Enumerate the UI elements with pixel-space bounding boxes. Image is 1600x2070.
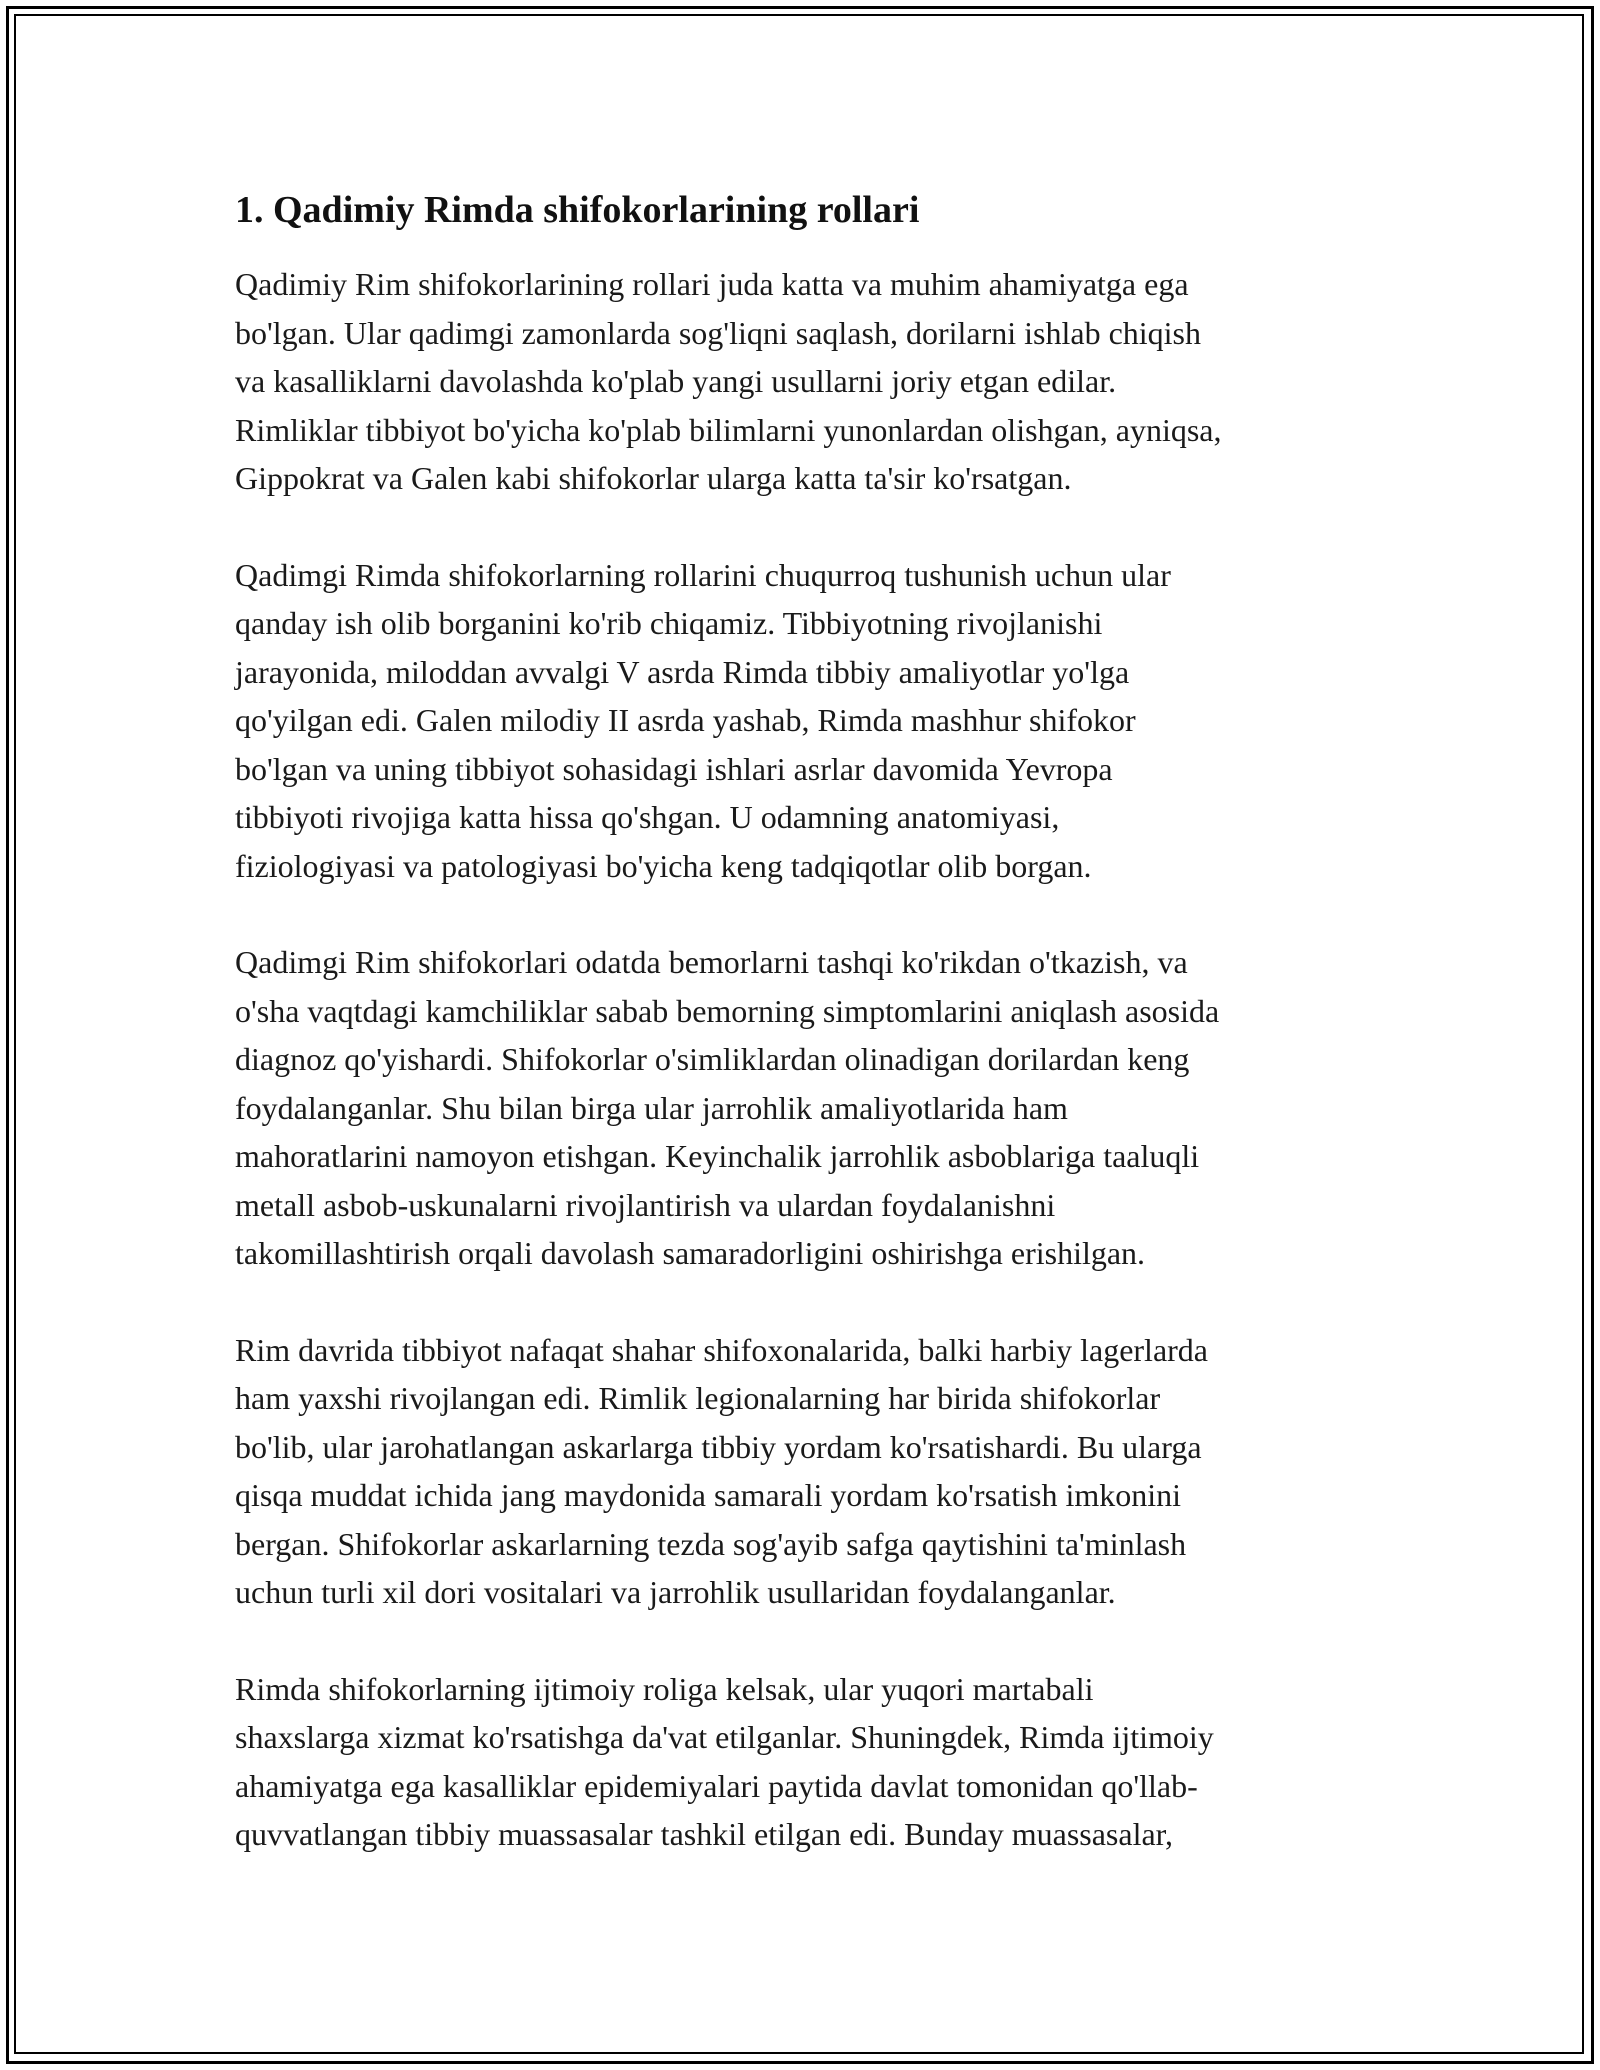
paragraph-1: Qadimiy Rim shifokorlarining rollari juda katta va muhim ahamiyatga ega bo'lgan. Ular qadimgi zamonlarda sog'liqni saqlash, dorilarni ishlab chiqish va kasalliklarni davolashda ko'plab yangi usullarni joriy etgan edilar. Rimliklar tibbiyot bo'yicha ko'plab bilimlarni yunonlardan olishgan, ayniqsa, Gippokrat va Galen kabi shifokorlar ularga katta ta'sir ko'rsatgan. <box>235 266 1222 496</box>
paragraph-5: Rimda shifokorlarning ijtimoiy roliga kelsak, ular yuqori martabali shaxslarga xizmat ko'rsatishga da'vat etilganlar. Shuningdek, Rimda ijtimoiy ahamiyatga ega kasalliklar epidemiyalari paytida davlat tomonidan qo'llab- quvvatlangan tibbiy muassasalar tashkil etilgan edi. Bunday muassasalar, <box>235 1670 1214 1852</box>
paragraph-2: Qadimgi Rimda shifokorlarning rollarini chuqurroq tushunish uchun ular qanday ish olib borganini ko'rib chiqamiz. Tibbiyotning rivojlanishi jarayonida, miloddan avvalgi V asrda Rimda tibbiy amaliyotlar yo'lga qo'yilgan edi. Galen milodiy II asrda yashab, Rimda mashhur shifokor bo'lgan va uning tibbiyot sohasidagi ishlari asrlar davomida Yevropa tibbiyoti rivojiga katta hissa qo'shgan. U odamning anatomiyasi, fiziologiyasi va patologiyasi bo'yicha keng tadqiqotlar olib borgan. <box>235 556 1171 884</box>
paragraph-4: Rim davrida tibbiyot nafaqat shahar shifoxonalarida, balki harbiy lagerlarda ham yaxshi rivojlangan edi. Rimlik legionalarning har birida shifokorlar bo'lib, ular jarohatlangan askarlarga tibbiy yordam ko'rsatishardi. Bu ularga qisqa muddat ichida jang maydonida samarali yordam ko'rsatish imkonini bergan. Shifokorlar askarlarning tezda sog'ayib safga qaytishini ta'minlash uchun turli xil dori vositalari va jarrohlik usullaridan foydalanganlar. <box>235 1331 1208 1610</box>
paragraph-3: Qadimgi Rim shifokorlari odatda bemorlarni tashqi ko'rikdan o'tkazish, va o'sha vaqtdagi kamchiliklar sabab bemorning simptomlarini aniqlash asosida diagnoz qo'yishardi. Shifokorlar o'simliklardan olinadigan dorilardan keng foydalanganlar. Shu bilan birga ular jarrohlik amaliyotlarida ham mahoratlarini namoyon etishgan. Keyinchalik jarrohlik asboblariga taaluqli metall asbob-uskunalarni rivojlantirish va ulardan foydalanishni takomillashtirish orqali davolash samaradorligini oshirishga erishilgan. <box>235 944 1220 1271</box>
document-body <box>235 186 1375 1907</box>
section-heading: 1. Qadimiy Rimda shifokorlarining rollari <box>235 189 920 231</box>
